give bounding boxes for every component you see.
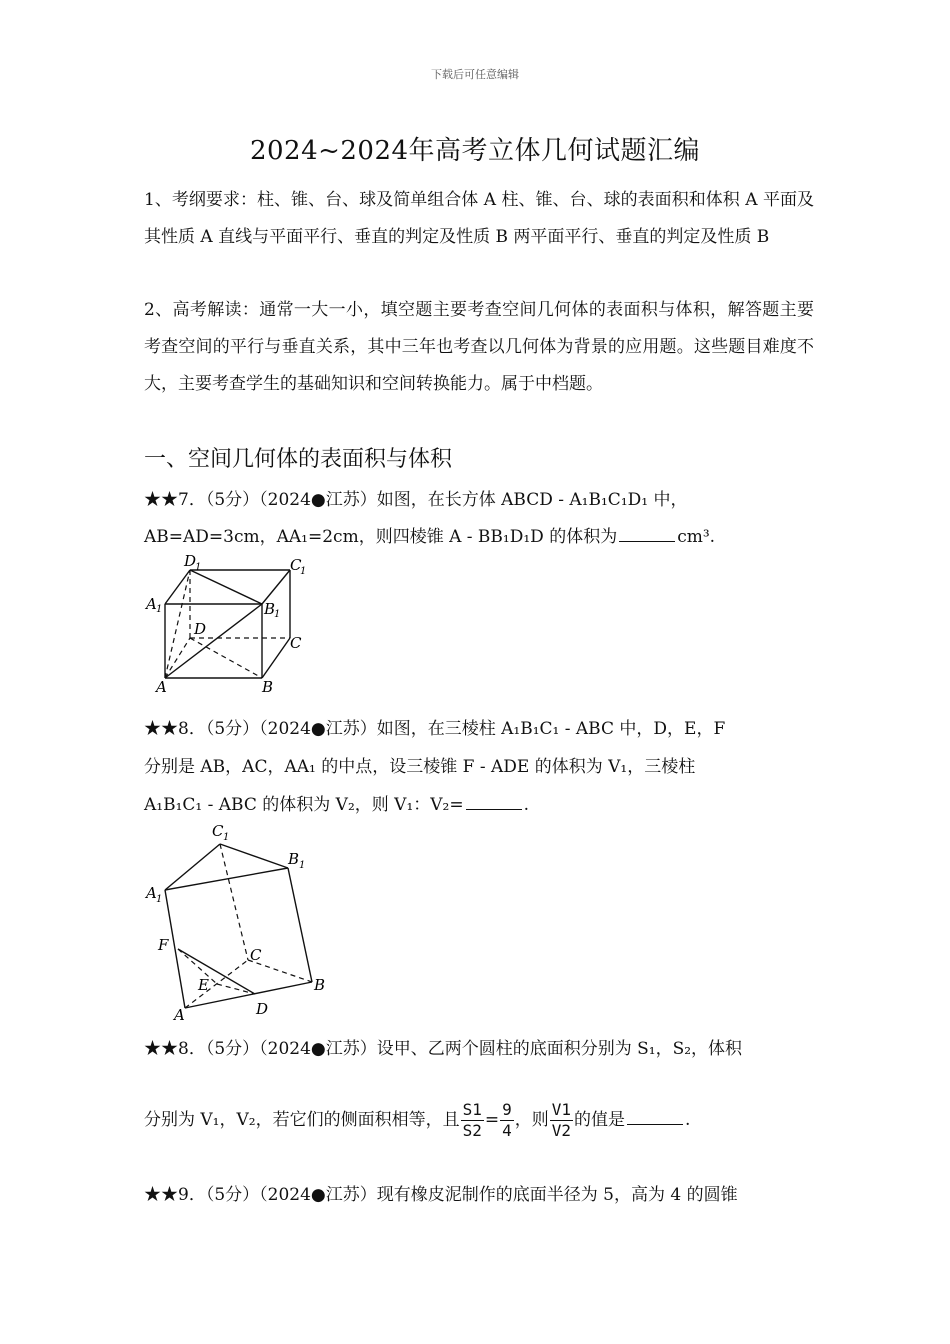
fig1-sub-C1: 1	[300, 566, 307, 577]
fig2-label-C: C	[250, 946, 262, 964]
fig1-label-C1: C	[290, 556, 302, 574]
fig2-sub-A1: 1	[156, 894, 163, 905]
fig2-label-C1: C	[212, 822, 224, 840]
q8a-answer-blank	[466, 795, 522, 810]
fig2-label-A1: A	[146, 884, 157, 902]
fig1-sub-B1: 1	[274, 609, 281, 620]
q8b-text-3: 的值是	[574, 1110, 626, 1130]
q8b-line-1: ★★8．（5分）（2024●江苏）设甲、乙两个圆柱的底面积分别为 S₁，S₂，体积	[144, 1039, 743, 1059]
fraction-v1-v2	[550, 1100, 573, 1141]
q9-line-1: ★★9．（5分）（2024●江苏）现有橡皮泥制作的底面半径为 5，高为 4 的圆锥	[144, 1185, 738, 1205]
fig2-label-A: A	[174, 1006, 185, 1023]
section-title: 一、空间几何体的表面积与体积	[144, 447, 453, 472]
q7-line-2	[144, 522, 715, 547]
intro-paragraph-1: 1、考纲要求：柱、锥、台、球及简单组合体 A 柱、锥、台、球的表面积和体积 A 平面及其性质 A 直线与平面平行、垂直的判定及性质 B 两平面平行、垂直的判定及性质 B	[144, 190, 814, 247]
q8a-line-2: 分别是 AB，AC，AA₁ 的中点，设三棱锥 F - ADE 的体积为 V₁，三棱柱	[144, 757, 696, 777]
fig2-label-F: F	[158, 936, 169, 954]
fig1-label-A1: A	[146, 595, 157, 613]
q8b-answer-blank	[627, 1110, 683, 1125]
fig1-sub-D1: 1	[195, 562, 202, 573]
q8a-line-1: ★★8．（5分）（2024●江苏）如图，在三棱柱 A₁B₁C₁ - ABC 中，D，E，F	[144, 719, 726, 739]
fig1-label-D: D	[194, 620, 207, 638]
q7-unit: cm³.	[677, 527, 716, 547]
fraction-v1: V1	[551, 1100, 572, 1119]
figure-cuboid	[140, 552, 320, 702]
fraction-s2: S2	[462, 1121, 482, 1140]
fig1-label-A: A	[156, 678, 167, 696]
fig2-label-D: D	[256, 1000, 269, 1018]
q8a-line-3	[144, 790, 529, 815]
header-note: 下载后可任意编辑	[431, 68, 519, 81]
figure-prism	[140, 818, 340, 1023]
intro-paragraph-2: 2、高考解读：通常一大一小，填空题主要考查空间几何体的表面积与体积，解答题主要考查空间的平行与垂直关系，其中三年也考查以几何体为背景的应用题。这些题目难度不大，主要考查学生的基础知识和空间转换能力。属于中档题。	[144, 300, 814, 394]
equals-sign: =	[484, 1110, 500, 1130]
fig2-label-B1: B	[288, 850, 300, 868]
fig1-sub-A1: 1	[156, 604, 163, 615]
fraction-s1: S1	[462, 1100, 482, 1119]
fig2-label-E: E	[198, 976, 209, 994]
fig2-label-B: B	[314, 976, 326, 994]
q8b-text-2: ，则	[514, 1110, 549, 1130]
fraction-v2: V2	[551, 1121, 572, 1140]
q7-line-1: ★★7．（5分）（2024●江苏）如图，在长方体 ABCD - A₁B₁C₁D₁ 中，	[144, 490, 688, 510]
fraction-4: 4	[502, 1121, 512, 1140]
q8b-text-1: 分别为 V₁，V₂，若它们的侧面积相等，且	[144, 1110, 460, 1130]
fig1-label-B: B	[262, 678, 274, 696]
fig1-label-C: C	[290, 634, 302, 652]
q7-answer-blank	[619, 527, 675, 542]
fraction-9-4	[500, 1100, 514, 1141]
q8a-text: A₁B₁C₁ - ABC 的体积为 V₂，则 V₁：V₂=	[144, 795, 464, 815]
page-title: 2024~2024年高考立体几何试题汇编	[249, 136, 701, 166]
fig1-label-B1: B	[264, 600, 276, 618]
q7-text: AB=AD=3cm，AA₁=2cm，则四棱锥 A - BB₁D₁D 的体积为	[144, 527, 618, 547]
fraction-s1-s2	[461, 1100, 484, 1141]
q8b-end: .	[685, 1110, 691, 1130]
fig1-label-D1: D	[184, 552, 197, 570]
fraction-9: 9	[502, 1100, 512, 1119]
fig2-sub-C1: 1	[223, 832, 230, 843]
q8a-end: .	[523, 795, 530, 815]
q8b-line-2	[144, 1100, 690, 1141]
fig2-sub-B1: 1	[299, 860, 306, 871]
